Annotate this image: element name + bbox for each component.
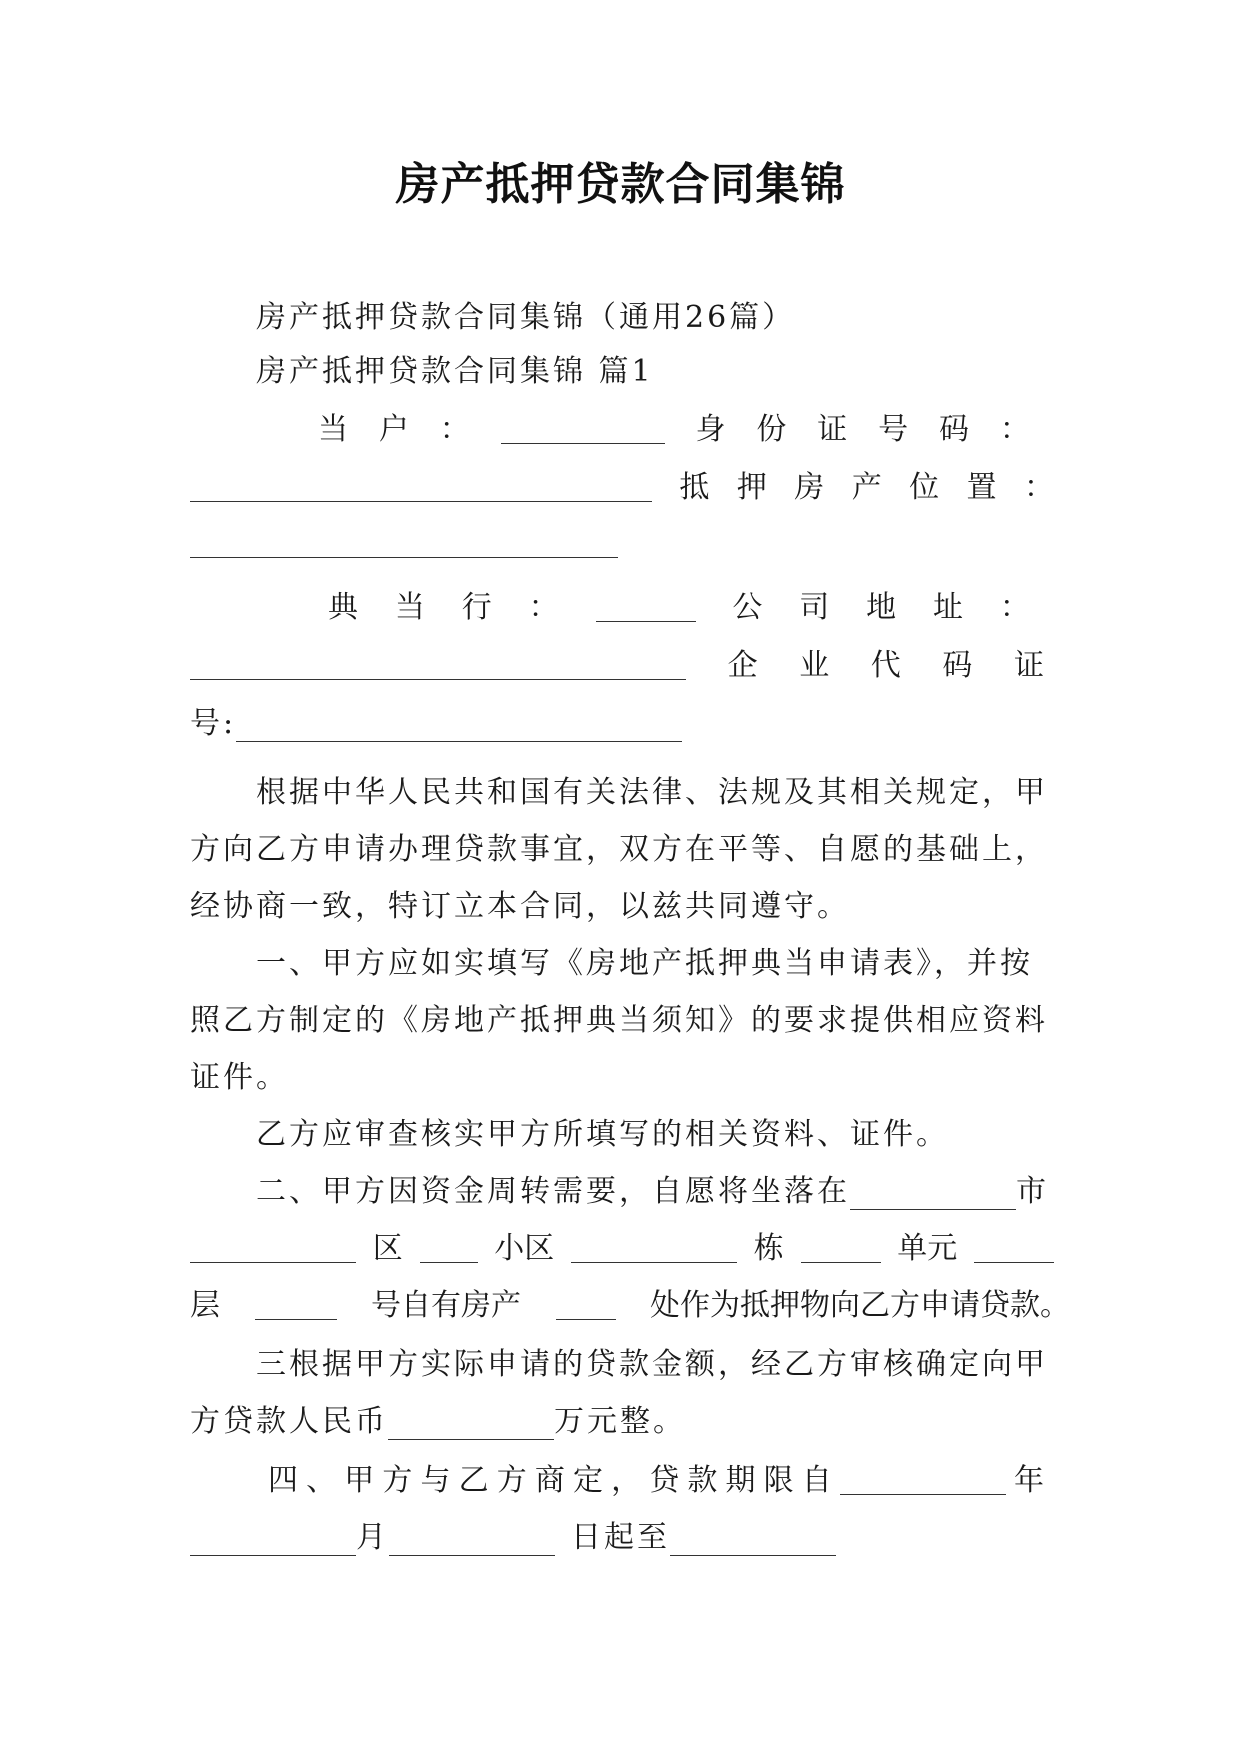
year-label: 年 <box>1014 1463 1044 1498</box>
pawn-owner-label-1: 当 <box>318 412 348 447</box>
clause1-line-3: 证件。 <box>190 1060 289 1095</box>
address-label-char-3: 地 <box>866 590 897 625</box>
clause1-line-2: 照乙方制定的《房地产抵押典当须知》的要求提供相应资料 <box>190 1003 1048 1038</box>
building-label: 栋 <box>753 1231 784 1266</box>
clause1-line-4: 乙方应审查核实甲方所填写的相关资料、证件。 <box>256 1117 949 1152</box>
code-label-char-5: 证 <box>1013 648 1044 683</box>
clause4-char-7: 方 <box>496 1463 527 1498</box>
room-label: 号自有房产 <box>371 1288 521 1323</box>
code-label-char-1: 企 <box>727 648 758 683</box>
clause4-char-10: ， <box>611 1463 642 1498</box>
clause3-line-2 <box>190 1402 686 1442</box>
code-label-char-2: 业 <box>799 648 830 683</box>
clause4-line-1 <box>268 1461 1044 1501</box>
id-label-char-5: 码 <box>939 412 969 447</box>
district-blank[interactable] <box>190 1232 356 1263</box>
intro-line-2: 方向乙方申请办理贷款事宜，双方在平等、自愿的基础上， <box>190 832 1048 867</box>
id-label-char-4: 号 <box>878 412 909 447</box>
clause4-char-6: 乙 <box>458 1463 489 1498</box>
pawnshop-label-char-2: 当 <box>394 590 425 625</box>
clause4-char-15: 自 <box>801 1463 832 1498</box>
intro-line-1: 根据中华人民共和国有关法律、法规及其相关规定，甲 <box>256 775 1048 810</box>
chapter-heading: 房产抵押贷款合同集锦 篇1 <box>256 354 654 389</box>
clause2-city-label: 市 <box>1016 1174 1049 1209</box>
code-label-tail: 号: <box>190 706 237 741</box>
community-label: 小区 <box>494 1231 555 1266</box>
room-number-blank[interactable] <box>255 1289 337 1320</box>
property-label-char-1: 抵 <box>679 470 710 505</box>
clause3-text-a: 方贷款人民币 <box>190 1404 388 1439</box>
id-label-char-1: 身 <box>695 412 726 447</box>
community-blank[interactable] <box>420 1232 478 1263</box>
property-label-char-4: 产 <box>851 470 882 505</box>
property-label-char-3: 房 <box>794 470 825 505</box>
unit-blank[interactable] <box>801 1232 881 1263</box>
address-label-char-2: 司 <box>799 590 830 625</box>
clause4-char-8: 商 <box>534 1463 565 1498</box>
start-day-blank[interactable] <box>389 1525 555 1556</box>
property-label-colon: ： <box>1023 470 1054 505</box>
clause4-char-12: 款 <box>687 1463 718 1498</box>
enterprise-code-number-line <box>190 704 682 744</box>
clause2-line-3 <box>190 1286 1070 1326</box>
pawnshop-line <box>328 588 1030 628</box>
pawnshop-label-char-3: 行 <box>461 590 492 625</box>
loan-amount-blank[interactable] <box>388 1409 554 1440</box>
property-location-detail-blank[interactable] <box>556 1289 616 1320</box>
intro-line-3: 经协商一致，特订立本合同，以兹共同遵守。 <box>190 889 850 924</box>
clause4-char-9: 定 <box>573 1463 603 1498</box>
start-month-blank[interactable] <box>190 1525 356 1556</box>
pawnshop-name-blank[interactable] <box>596 591 696 622</box>
month-label: 月 <box>356 1520 389 1555</box>
city-blank[interactable] <box>850 1179 1016 1210</box>
clause4-char-11: 贷 <box>649 1463 680 1498</box>
enterprise-code-line <box>190 646 1044 686</box>
pawnshop-colon: ： <box>528 590 559 625</box>
pawn-owner-colon: ： <box>439 412 470 447</box>
clause4-char-4: 方 <box>382 1463 413 1498</box>
clause3-line-1: 三根据甲方实际申请的贷款金额，经乙方审核确定向甲 <box>256 1347 1048 1382</box>
address-label-char-1: 公 <box>732 590 763 625</box>
clause4-line-2 <box>190 1518 836 1558</box>
document-title: 房产抵押贷款合同集锦 <box>395 159 846 210</box>
enterprise-code-blank[interactable] <box>236 711 682 742</box>
clause2-text-a: 二、甲方因资金周转需要，自愿将坐落在 <box>256 1174 850 1209</box>
code-label-char-4: 码 <box>942 648 973 683</box>
floor-blank[interactable] <box>974 1232 1054 1263</box>
building-blank[interactable] <box>571 1232 737 1263</box>
address-label-char-4: 址 <box>933 590 963 625</box>
property-location-line <box>190 468 1054 508</box>
id-label-colon: ： <box>999 412 1030 447</box>
subtitle: 房产抵押贷款合同集锦（通用26篇） <box>256 300 796 335</box>
code-label-char-3: 代 <box>870 648 901 683</box>
clause1-line-1: 一、甲方应如实填写《房地产抵押典当申请表》，并按 <box>256 946 1033 981</box>
pawn-owner-line <box>318 410 1030 450</box>
district-label: 区 <box>372 1231 403 1266</box>
start-year-blank[interactable] <box>840 1464 1006 1495</box>
id-label-char-2: 份 <box>756 412 787 447</box>
day-label: 日起至 <box>571 1520 670 1555</box>
property-label-char-2: 押 <box>736 470 767 505</box>
clause3-text-b: 万元整。 <box>554 1404 686 1439</box>
clause2-line-2 <box>190 1229 1054 1269</box>
pawnshop-label-char-1: 典 <box>328 590 358 625</box>
clause4-char-5: 与 <box>420 1463 451 1498</box>
company-address-blank[interactable] <box>190 649 686 680</box>
clause4-char-2: 、 <box>306 1463 337 1498</box>
clause4-char-3: 甲 <box>344 1463 375 1498</box>
address-label-colon: ： <box>999 590 1030 625</box>
end-date-blank[interactable] <box>670 1525 836 1556</box>
clause4-char-14: 限 <box>763 1463 794 1498</box>
pawn-owner-label-2: 户 <box>378 412 409 447</box>
clause4-char-13: 期 <box>725 1463 756 1498</box>
property-label-char-6: 置 <box>966 470 997 505</box>
pawn-owner-name-blank[interactable] <box>501 413 665 444</box>
clause2-tail: 处作为抵押物向乙方申请贷款。 <box>650 1288 1070 1323</box>
clause4-char-1: 四 <box>268 1463 298 1498</box>
unit-label: 单元 <box>897 1231 958 1266</box>
property-label-char-5: 位 <box>909 470 940 505</box>
property-location-blank[interactable] <box>190 557 618 558</box>
floor-label: 层 <box>190 1288 220 1323</box>
clause2-line-1 <box>256 1172 1049 1212</box>
id-number-blank[interactable] <box>190 471 652 502</box>
id-label-char-3: 证 <box>817 412 848 447</box>
